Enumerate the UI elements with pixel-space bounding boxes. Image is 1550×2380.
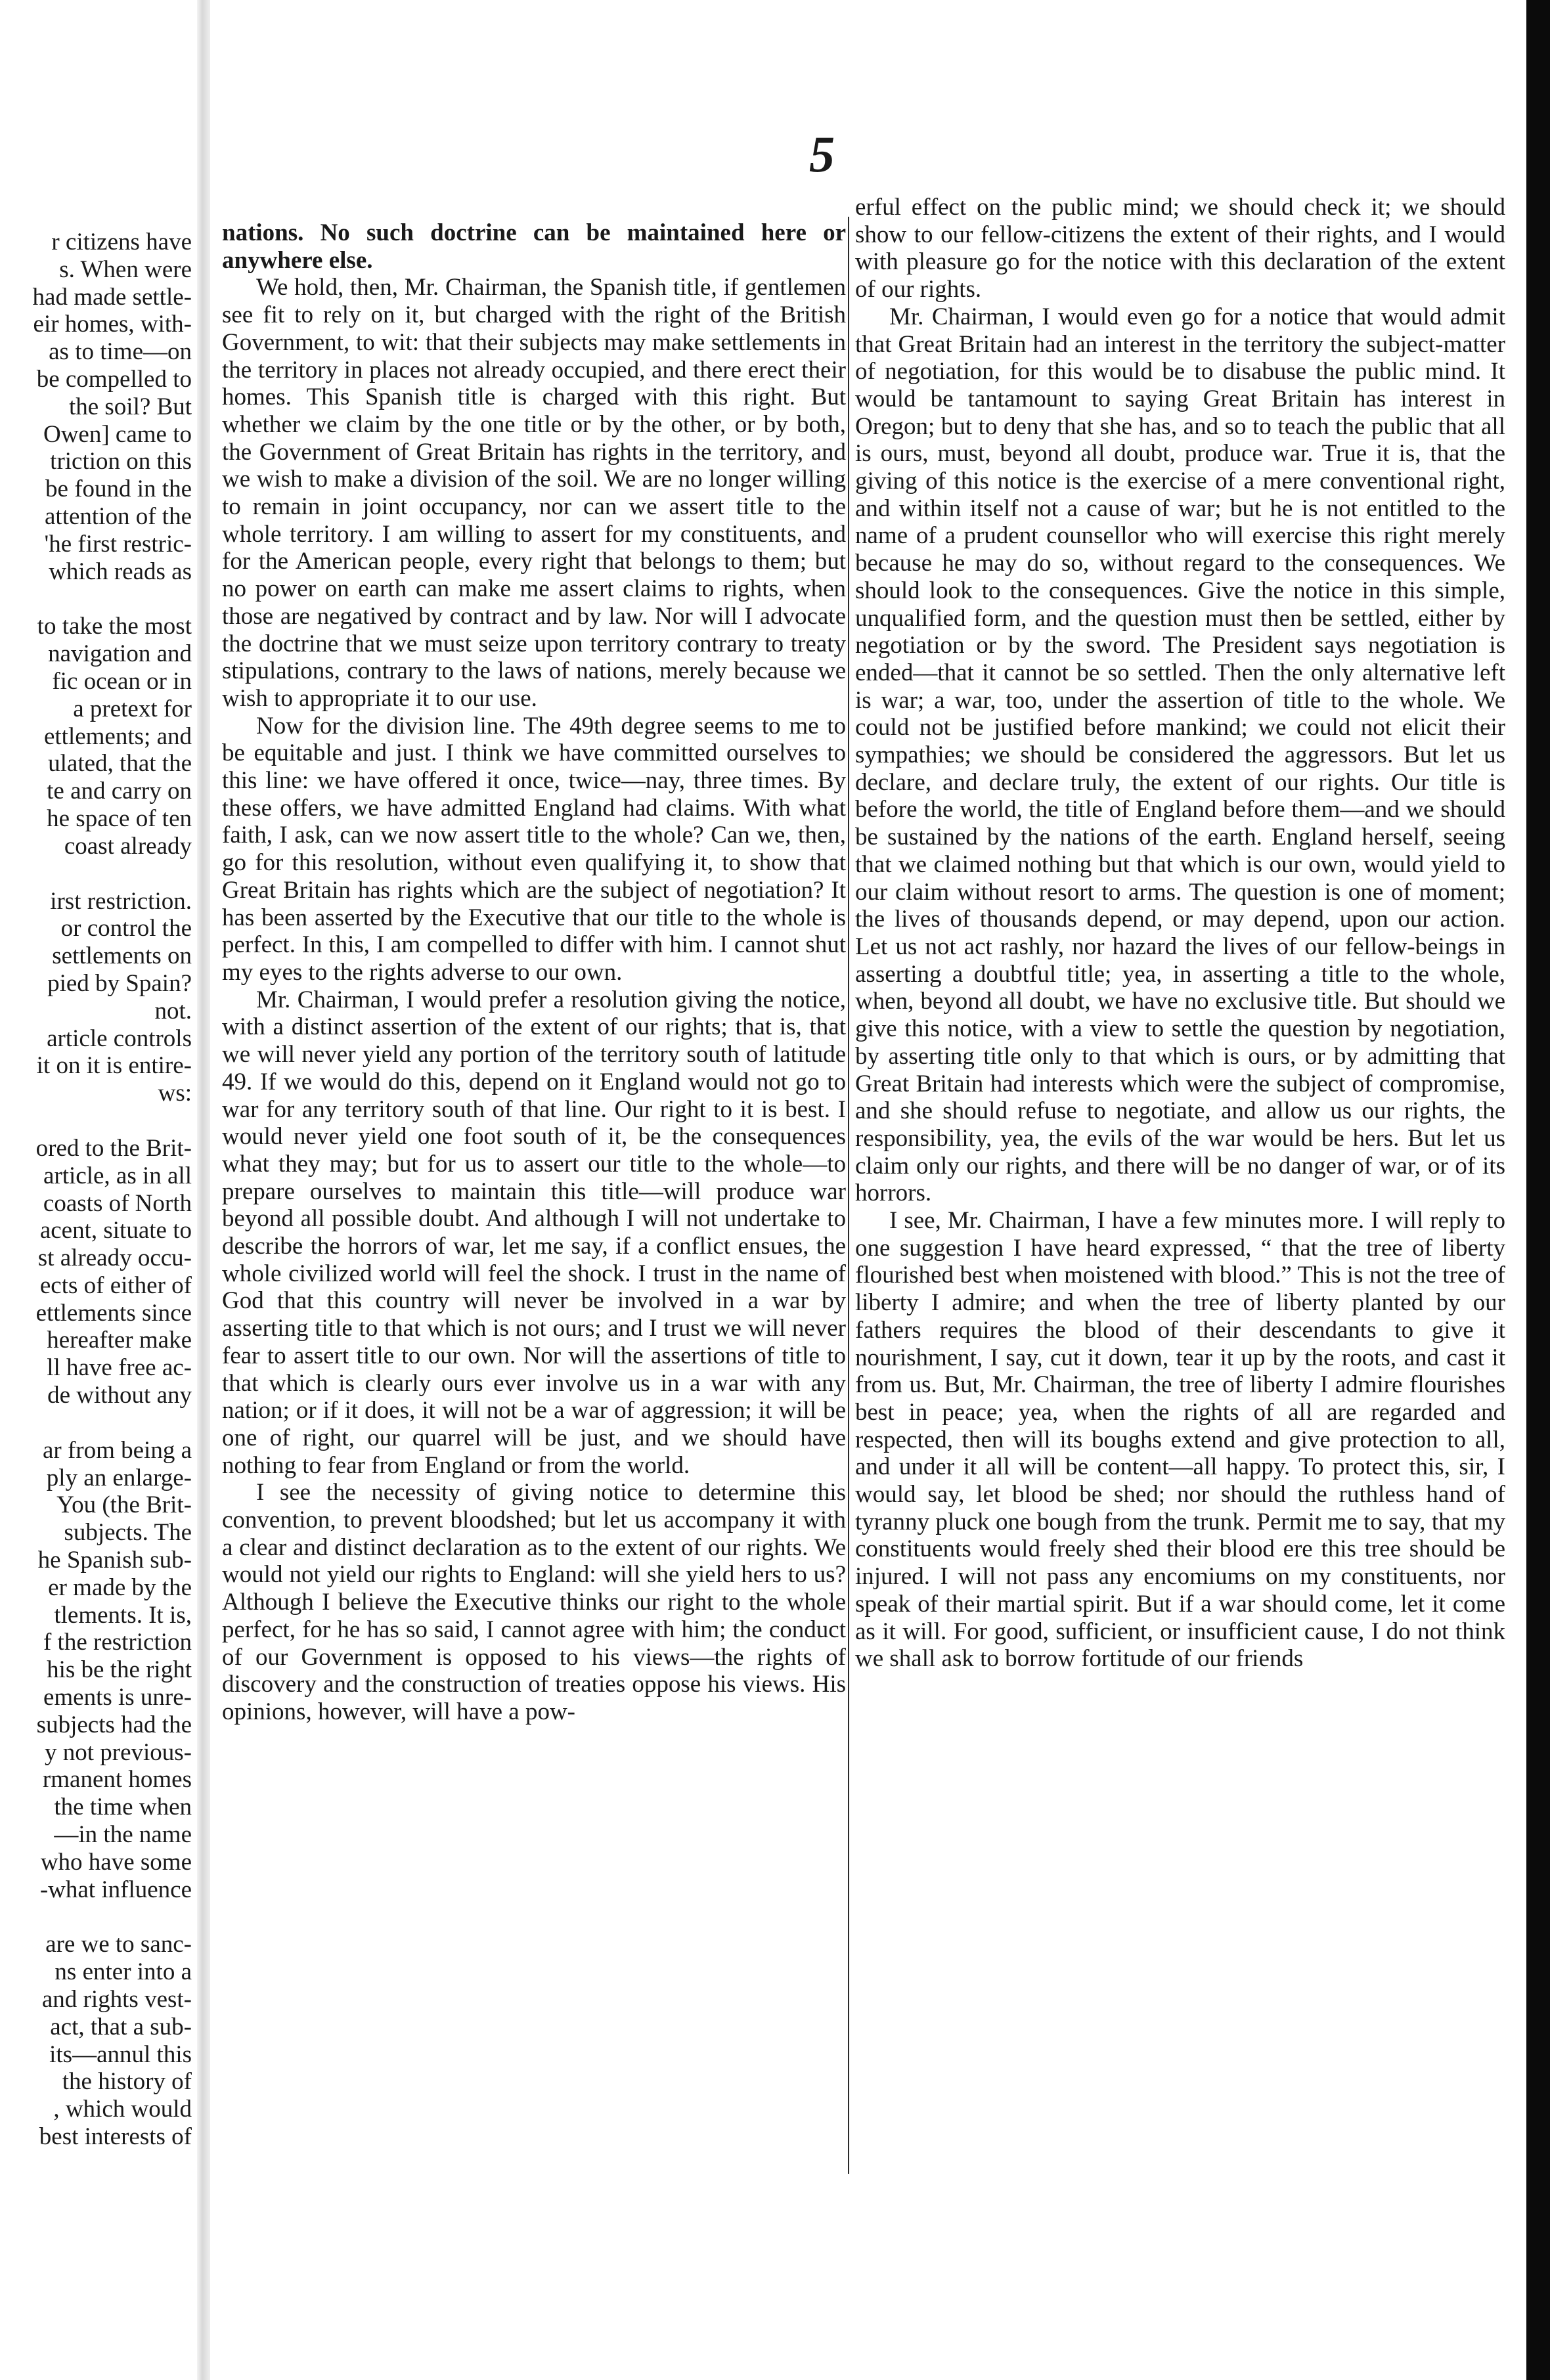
paragraph: erful effect on the public mind; we should check it; we should show to our fellow-citizens the extent of their rights, and I would with pleasure go for the notice with this declaration of the extent of our rights. <box>855 194 1505 303</box>
text-line: -what influence <box>39 1876 192 1903</box>
text-line: ects of either of <box>39 1271 192 1299</box>
text-line: not. <box>154 997 192 1025</box>
text-line: —in the name <box>54 1821 192 1849</box>
text-line: st already occu- <box>37 1245 192 1272</box>
paragraph: Now for the division line. The 49th degree seems to me to be equitable and just. I think we have committed ourselves to this line: we have offered it once, twice—nay, three times. By these offers, we have admitted England had claims. With what faith, I ask, can we now assert title to the whole? Can we, then, go for this resolution, without even qualifying it, to show that Great Britain has rights which are the subject of negotiation? It has been asserted by the Executive that our title to the whole is perfect. In this, I am compelled to differ with him. I cannot shut my eyes to the rights adverse to our own. <box>222 712 846 986</box>
text-line: coast already <box>64 832 192 860</box>
text-line: the history of <box>62 2068 192 2096</box>
paragraph: We hold, then, Mr. Chairman, the Spanish title, if gentlemen see fit to rely on it, but charged with the right of the British Government, to wit: that their subjects may make settlements in the territory in places not already occupied, and there erect their homes. This Spanish title is charged with this right. But whether we claim by the one title or by the other, or by both, the Government of Great Britain has rights in the territory, and we wish to make a division of the soil. We are no longer willing to remain in joint occupancy, nor can we assert title to the whole territory. I am willing to assert for my constituents, and for the American people, every right that belongs to them; but no power on earth can make me assert claims to rights, when those are negatived by contract and by law. Nor will I advocate the doctrine that we must seize upon territory contrary to treaty stipulations, contrary to the laws of nations, merely because we wish to appropriate it to our use. <box>222 274 846 712</box>
text-line: be compelled to <box>36 365 192 393</box>
text-line: er made by the <box>48 1574 192 1601</box>
text-line: act, that a sub- <box>50 2013 192 2040</box>
text-line: ulated, that the <box>48 750 192 778</box>
text-line: had made settle- <box>32 283 192 311</box>
text-line: a pretext for <box>73 695 192 722</box>
text-line: ored to the Brit- <box>35 1134 192 1162</box>
paragraph: Mr. Chairman, I would even go for a notice that would admit that Great Britain had an interest in the territory the subject-matter of negotiation, for this would be to disabuse the public mind. It would be tantamount to saying Great Britain has interest in Oregon; but to deny that she has, and so to teach the public that all is ours, must, beyond all doubt, produce war. True it is, that the giving of this notice is the exercise of a mere conventional right, and within itself not a cause of war; but he is not entitled to the name of a prudent counsellor who will exercise this right merely because he may do so, without regard to the consequences. We should look to the consequences. Give the notice in this simple, unqualified form, and the question must then be settled, either by negotiation or by the sword. The President says negotiation is ended—that it cannot be so settled. Then the only alternative left is war; a war, too, under the assertion of title to the whole. We could not be justified before mankind; we could not elicit their sympathies; we should be considered the aggressors. But let us declare, and declare truly, the extent of our rights. Our title is before the world, the title of England before them—and we should be sustained by the nations of the earth. England herself, seeing that we claimed nothing but that which is our own, would yield to our claim without resort to arms. The question is one of moment; the lives of thousands depend, or may depend, upon our action. Let us not act rashly, nor hazard the lives of our fellow-beings in asserting a doubtful title; yea, in asserting a title to the whole, when, beyond all doubt, we have no exclusive title. But should we give this notice, with a view to settle the question by negotiation, by asserting title only to that which is ours, or by admitting that Great Britain had interests which were the subject of compromise, and she should refuse to negotiate, and allow us our rights, the responsibility, yea, the evils of the war would be hers. But let us claim only our rights, and there will be no danger of war, or of its horrors. <box>855 303 1505 1207</box>
text-line: coasts of North <box>43 1189 192 1217</box>
text-line: r citizens have <box>51 229 192 255</box>
text-line: navigation and <box>48 640 192 668</box>
text-line: irst restriction. <box>50 887 192 915</box>
paragraph: Mr. Chairman, I would prefer a resolution giving the notice, with a distinct assertion of the extent of our rights; that is, that we will never yield any portion of the territory south of latitude 49. If we would do this, depend on it England would not go to war for any territory south of that line. Our right to it is best. I would never yield one foot south of it, be the consequences what they may; but for us to assert our title to the whole—to prepare ourselves to maintain this title—will produce war beyond all possible doubt. And although I will not undertake to describe the horrors of war, let me say, if a conflict ensues, the whole civilized world will feel the shock. I trust in the name of God that this country will never be involved in a war by asserting title to that which is not ours; and I trust we will never fear to assert title to our own. Nor will the assertions of title to that which is clearly ours ever involve us in a war with any nation; or if it does, it will not be a war of aggression; it will be one of right, our quarrel will be just, and we should have nothing to fear from England or from the world. <box>222 986 846 1479</box>
text-line: fic ocean or in <box>52 667 192 695</box>
text-line: it on it is entire- <box>36 1052 192 1080</box>
text-line: You (the Brit- <box>56 1491 192 1519</box>
text-line: be found in the <box>45 475 192 503</box>
left-column-fragment <box>0 229 192 2199</box>
text-line: tlements. It is, <box>54 1601 192 1629</box>
text-line: , which would <box>53 2096 192 2123</box>
line-gap <box>0 1409 192 1437</box>
text-line: which reads as <box>49 558 192 585</box>
text-line: hereafter make <box>47 1327 192 1354</box>
text-line: best interests of <box>39 2123 192 2150</box>
text-line: acent, situate to <box>39 1217 192 1245</box>
text-line: attention of the <box>45 502 192 530</box>
column-rule <box>848 217 849 2174</box>
text-line: he space of ten <box>47 804 192 832</box>
text-line: f the restriction <box>43 1629 192 1656</box>
binding-gutter <box>197 0 210 2380</box>
text-line: article controls <box>47 1025 192 1052</box>
text-line: eir homes, with- <box>33 311 192 338</box>
text-line: y not previous- <box>44 1738 192 1766</box>
text-line: ettlements since <box>35 1299 192 1327</box>
text-line: te and carry on <box>47 778 192 805</box>
line-gap <box>0 585 192 613</box>
paragraph: nations. No such doctrine can be maintained here or anywhere else. <box>222 219 846 274</box>
line-gap <box>0 1903 192 1931</box>
page-number: 5 <box>809 125 835 183</box>
line-gap <box>0 1107 192 1135</box>
text-line: s. When were <box>59 255 192 283</box>
text-line: to take the most <box>37 613 192 640</box>
text-line: 'he first restric- <box>44 530 192 558</box>
text-line: as to time—on <box>49 338 192 366</box>
text-line: ements is unre- <box>43 1684 192 1711</box>
text-line: settlements on <box>52 942 192 970</box>
text-line: who have some <box>40 1848 192 1876</box>
text-line: are we to sanc- <box>45 1931 192 1958</box>
text-line: or control the <box>60 915 192 942</box>
paragraph: I see, Mr. Chairman, I have a few minutes more. I will reply to one suggestion I have heard expressed, “ that the tree of liberty flourished best when moistened with blood.” This is not the tree of liberty I admire; and when the tree of liberty planted by our fathers requires the blood of their descendants to give it nourishment, I say, cut it down, tear it up by the roots, and cast it from us. But, Mr. Chairman, the tree of liberty I admire flourishes best in peace; yea, when the rights of all are regarded and respected, then will its boughs extend and give protection to all, and under it all will be content—all happy. To protect this, sir, I would say, let blood be shed; nor should the ruthless hand of tyranny pluck one bough from the trunk. Permit me to say, that my constituents would freely shed their blood ere this tree should be injured. I will not pass any encomiums on my constituents, nor speak of their martial spirit. But if a war should come, let it come as it will. For good, sufficient, or insufficient cause, I do not think we shall ask to borrow fortitude of our friends <box>855 1207 1505 1673</box>
text-line: subjects. The <box>64 1519 192 1547</box>
scan-frame-edge <box>1526 0 1550 2380</box>
text-line: ns enter into a <box>55 1958 192 1986</box>
text-line: his be the right <box>47 1656 192 1684</box>
right-column <box>855 194 1505 2164</box>
text-line: the soil? But <box>68 393 192 420</box>
text-line: ply an enlarge- <box>46 1464 192 1491</box>
text-line: he Spanish sub- <box>37 1547 192 1574</box>
text-line: ettlements; and <box>43 722 192 750</box>
text-line: ll have free ac- <box>47 1354 192 1382</box>
paragraph: I see the necessity of giving notice to determine this convention, to prevent bloodshed; but let us accompany it with a clear and distinct declaration as to the extent of our rights. We would not yield our rights to England: will she yield hers to us? Although I believe the Executive thinks our right to the whole perfect, for he has so said, I cannot agree with him; the conduct of our Government is opposed to his views—the rights of discovery and the construction of treaties oppose his views. His opinions, however, will have a pow- <box>222 1479 846 1725</box>
text-line: triction on this <box>50 448 192 475</box>
text-line: the time when <box>54 1794 192 1821</box>
text-line: ar from being a <box>42 1436 192 1464</box>
middle-column <box>222 219 846 2163</box>
line-gap <box>0 860 192 888</box>
text-line: rmanent homes <box>42 1766 192 1794</box>
text-line: subjects had the <box>36 1711 192 1738</box>
text-line: its—annul this <box>49 2040 192 2068</box>
text-line: ws: <box>158 1080 192 1107</box>
text-line: de without any <box>47 1382 192 1409</box>
text-line: pied by Spain? <box>47 969 192 997</box>
text-line: Owen] came to <box>43 420 192 448</box>
text-line: and rights vest- <box>41 1986 192 2014</box>
text-line: article, as in all <box>43 1162 192 1189</box>
